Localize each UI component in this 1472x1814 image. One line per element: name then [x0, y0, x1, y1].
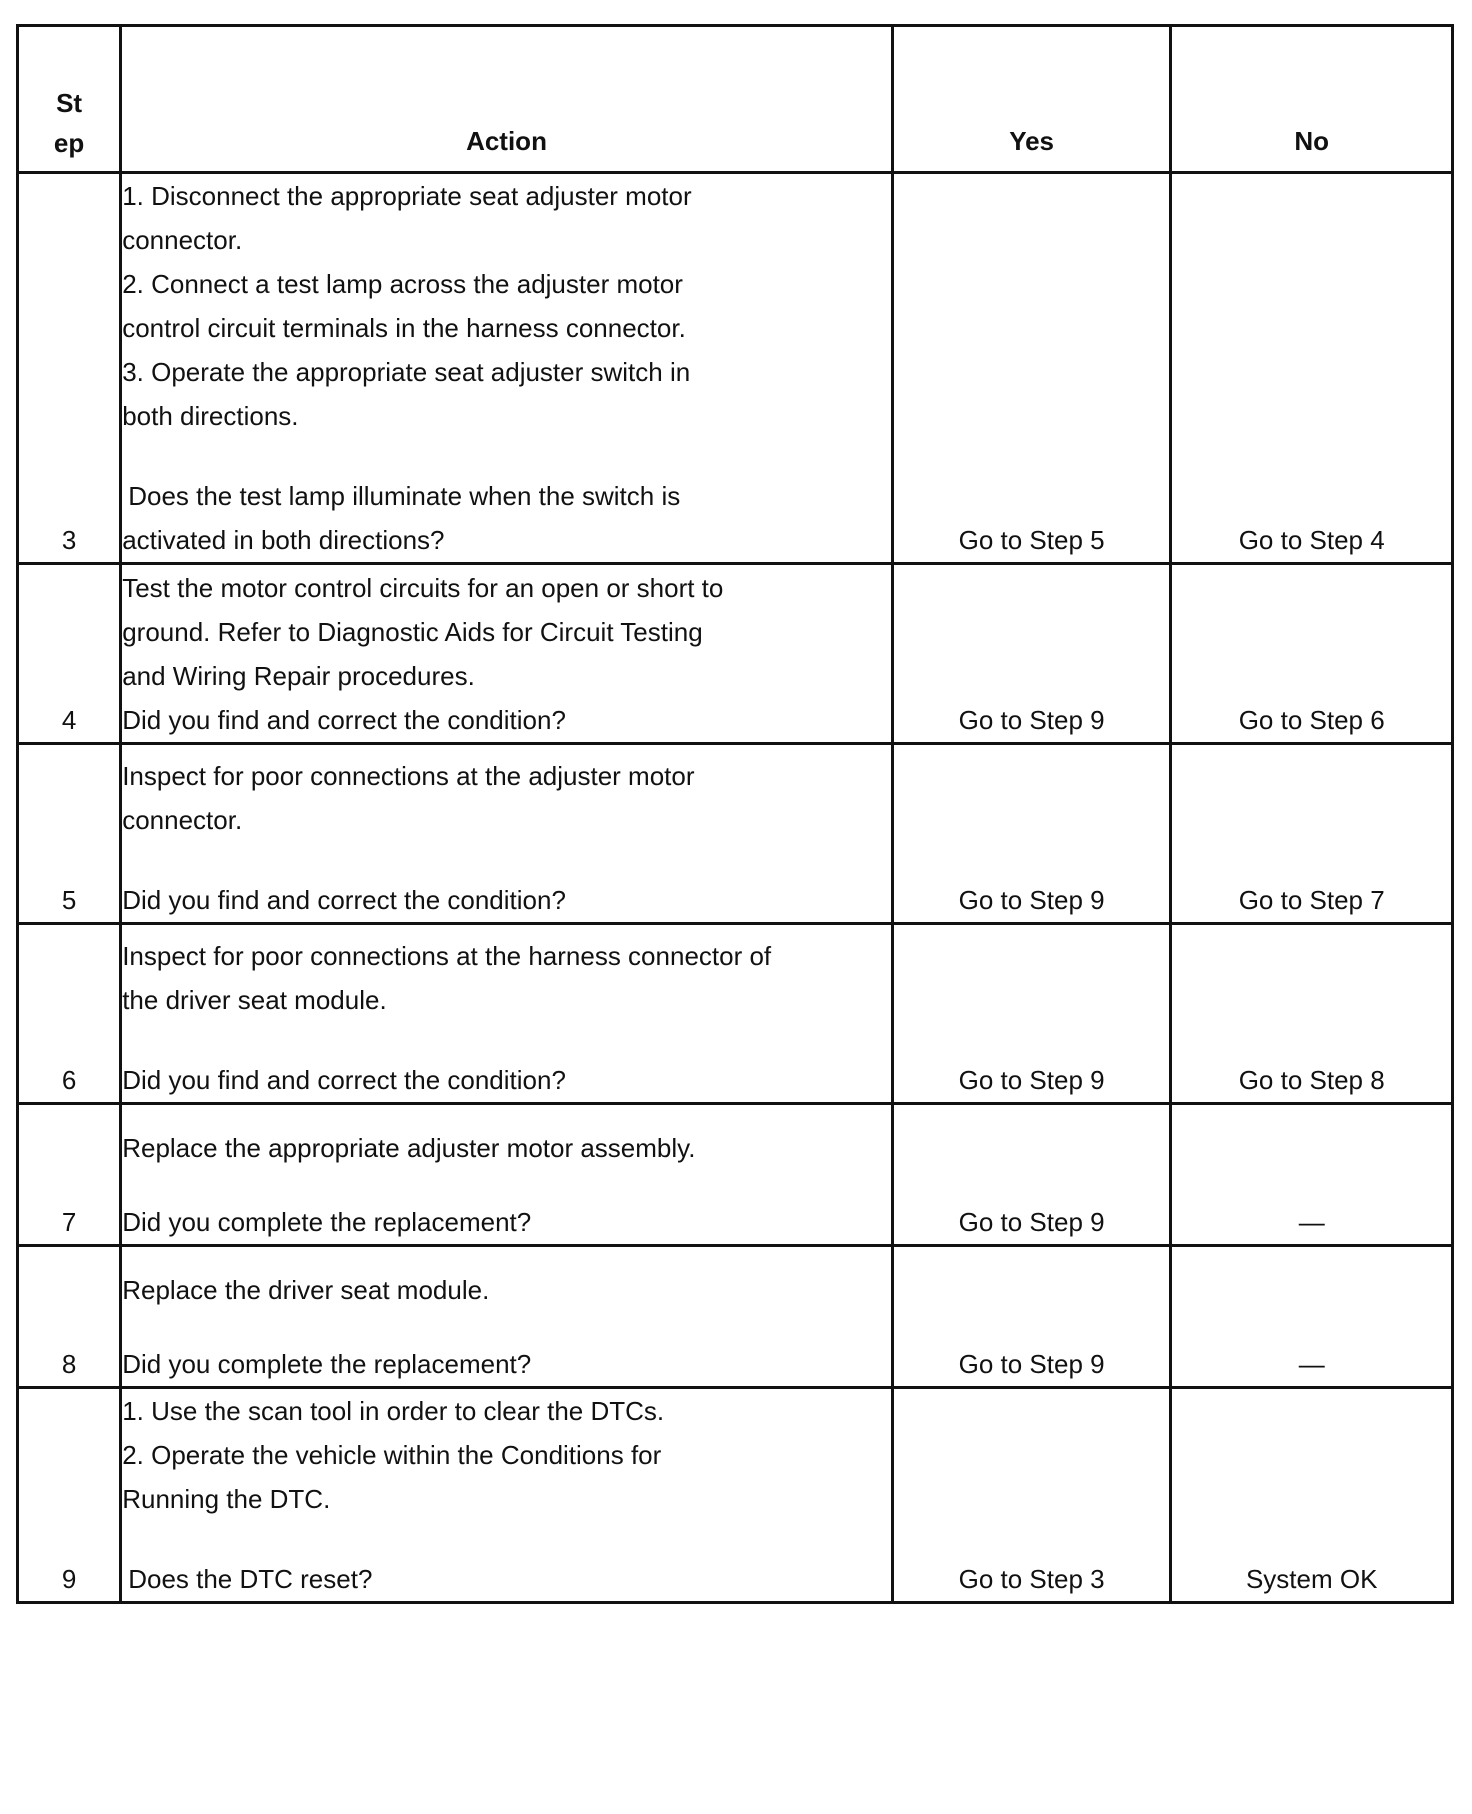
table-header-row: [18, 26, 1453, 173]
action-cell: [121, 564, 893, 744]
action-line: both directions.: [122, 401, 299, 431]
action-question: Did you find and correct the condition?: [122, 885, 566, 915]
yes-cell: Go to Step 9: [892, 564, 1171, 744]
action-question: activated in both directions?: [122, 525, 445, 555]
action-question: Did you find and correct the condition?: [122, 705, 566, 735]
action-line: Replace the driver seat module.: [122, 1275, 490, 1305]
table-row: [18, 173, 1453, 564]
header-step-line2: ep: [53, 128, 85, 158]
action-line: control circuit terminals in the harness connector.: [122, 313, 686, 343]
step-number: 3: [18, 173, 121, 564]
action-question: Did you complete the replacement?: [122, 1349, 532, 1379]
yes-cell: Go to Step 9: [892, 924, 1171, 1104]
step-number: 4: [18, 564, 121, 744]
spacer: [122, 842, 891, 878]
no-cell: Go to Step 7: [1171, 744, 1453, 924]
action-line: the driver seat module.: [122, 985, 387, 1015]
step-number: 7: [18, 1104, 121, 1246]
no-cell: Go to Step 4: [1171, 173, 1453, 564]
no-cell: —: [1171, 1104, 1453, 1246]
action-cell: [121, 1388, 893, 1603]
action-cell: [121, 924, 893, 1104]
step-number: 6: [18, 924, 121, 1104]
table-row: [18, 1246, 1453, 1388]
action-line: 2. Connect a test lamp across the adjuster motor: [122, 269, 683, 299]
table-row: [18, 564, 1453, 744]
action-line: Test the motor control circuits for an open or short to: [122, 573, 724, 603]
action-line: Replace the appropriate adjuster motor assembly.: [122, 1133, 696, 1163]
header-action: Action: [121, 26, 893, 173]
action-cell: [121, 1246, 893, 1388]
step-number: 5: [18, 744, 121, 924]
spacer: [122, 1312, 891, 1342]
action-cell: [121, 173, 893, 564]
action-line: 1. Use the scan tool in order to clear the DTCs.: [122, 1396, 665, 1426]
step-number: 9: [18, 1388, 121, 1603]
yes-cell: Go to Step 5: [892, 173, 1171, 564]
header-step: [18, 26, 121, 173]
action-line: Inspect for poor connections at the adjuster motor: [122, 761, 695, 791]
action-line: connector.: [122, 805, 243, 835]
header-step-line1: St: [56, 88, 83, 118]
yes-cell: Go to Step 3: [892, 1388, 1171, 1603]
table-row: [18, 924, 1453, 1104]
action-line: connector.: [122, 225, 243, 255]
diagnostic-table: [16, 24, 1454, 1604]
spacer: [122, 1170, 891, 1200]
yes-cell: Go to Step 9: [892, 744, 1171, 924]
step-number: 8: [18, 1246, 121, 1388]
header-no: No: [1171, 26, 1453, 173]
action-question: Does the DTC reset?: [128, 1564, 373, 1594]
action-line: 2. Operate the vehicle within the Conditions for: [122, 1440, 662, 1470]
spacer: [122, 438, 891, 474]
action-line: Inspect for poor connections at the harness connector of: [122, 941, 772, 971]
action-line: Running the DTC.: [122, 1484, 331, 1514]
action-line: 3. Operate the appropriate seat adjuster switch in: [122, 357, 691, 387]
no-cell: Go to Step 6: [1171, 564, 1453, 744]
action-cell: [121, 744, 893, 924]
action-question: Does the test lamp illuminate when the switch is: [128, 481, 681, 511]
spacer: [122, 1022, 891, 1058]
action-question: Did you find and correct the condition?: [122, 1065, 566, 1095]
action-cell: [121, 1104, 893, 1246]
yes-cell: Go to Step 9: [892, 1104, 1171, 1246]
action-line: and Wiring Repair procedures.: [122, 661, 475, 691]
no-cell: System OK: [1171, 1388, 1453, 1603]
spacer: [122, 1521, 891, 1557]
table-row: [18, 1388, 1453, 1603]
table-row: [18, 1104, 1453, 1246]
no-cell: —: [1171, 1246, 1453, 1388]
action-line: ground. Refer to Diagnostic Aids for Circuit Testing: [122, 617, 703, 647]
table-row: [18, 744, 1453, 924]
action-question: Did you complete the replacement?: [122, 1207, 532, 1237]
no-cell: Go to Step 8: [1171, 924, 1453, 1104]
yes-cell: Go to Step 9: [892, 1246, 1171, 1388]
action-line: 1. Disconnect the appropriate seat adjuster motor: [122, 181, 692, 211]
header-yes: Yes: [892, 26, 1171, 173]
